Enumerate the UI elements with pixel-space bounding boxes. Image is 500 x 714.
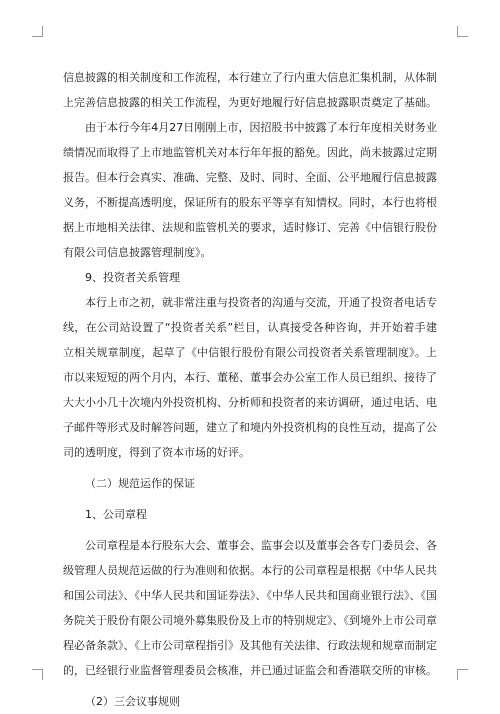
section-heading: （二）规范运作的保证	[85, 477, 195, 490]
section-heading: 9、投资者关系管理	[85, 271, 180, 284]
crop-mark-bottom-right	[457, 669, 468, 680]
paragraph: 本行上市之初，就非常注重与投资者的沟通与交流，开通了投资者电话专线，在公司站设置了“投资者关系”栏目，认真接受各种咨询，并开始着手建立相关规章制度，起草了《中信银行股份有限公司投资者关系管理制度》。上市以来短短的两个月内，本行、董秘、董事会办公室工作人员已组织、接待了大大小小几十次境内外投资机构、分析师和投资者的来访调研，通过电话、电子邮件等形式及时解答问题，建立了和境内外投资机构的良性互动，提高了公司的透明度，得到了资本市场的好评。	[63, 296, 437, 459]
crop-mark-top-left	[32, 26, 43, 37]
paragraph: 信息披露的相关制度和工作流程，本行建立了行内重大信息汇集机制，从体制上完善信息披露的相关工作流程，为更好地履行好信息披露职责奠定了基础。	[63, 71, 437, 109]
paragraph: 由于本行今年4月27日刚刚上市，因招股书中披露了本行年度相关财务业绩情况而取得了上市地监管机关对本行年年报的豁免。因此，尚未披露过定期报告。但本行会真实、准确、完整、及时、同时、全面、公平地履行信息披露义务，不断提高透明度，保证所有的股东平等享有知情权。同时，本行也将根据上市地相关法律、法规和监管机关的要求，适时修订、完善《中信银行股份有限公司信息披露管理制度》。	[63, 121, 437, 259]
section-heading: （2）三会议事规则	[85, 695, 180, 708]
paragraph: 公司章程是本行股东大会、董事会、监事会以及董事会各专门委员会、各级管理人员规范运做的行为准则和依据。本行的公司章程是根据《中华人民共和国公司法》、《中华人民共和国证券法》、《中华人民共和国商业银行法》、《国务院关于股份有限公司境外募集股份及上市的特别规定》、《到境外上市公司章程必备条款》、《上市公司章程指引》及其他有关法律、行政法规和规章而制定的，已经银行业监督管理委员会核准，并已通过证监会和香港联交所的审核。	[63, 539, 437, 677]
crop-mark-top-right	[457, 26, 468, 37]
crop-mark-bottom-left	[32, 669, 43, 680]
section-heading: 1、公司章程	[85, 508, 147, 521]
document-body	[63, 65, 437, 714]
